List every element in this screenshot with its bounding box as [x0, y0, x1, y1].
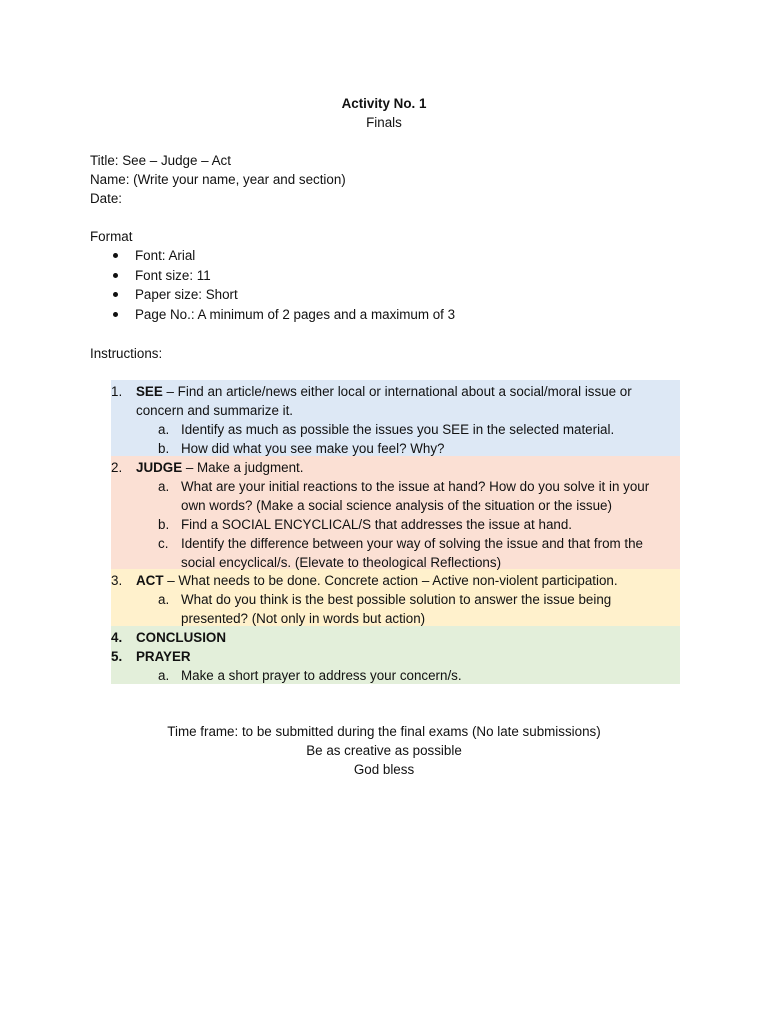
blessing: God bless: [353, 762, 415, 777]
prayer-sub-text: Make a short prayer to address your concern/s.: [181, 668, 462, 683]
see-sub-letter: b.: [158, 441, 170, 456]
judge-sub-letter: b.: [158, 517, 170, 532]
time-frame: Time frame: to be submitted during the final exams (No late submissions): [167, 724, 601, 739]
instructions-heading: Instructions:: [90, 346, 163, 361]
prayer-key: PRAYER: [136, 649, 191, 664]
format-heading: Format: [90, 229, 133, 244]
see-text: [136, 382, 676, 401]
see-sub-text: Identify as much as possible the issues you SEE in the selected material.: [181, 422, 615, 437]
page-title: Activity No. 1: [341, 96, 427, 111]
meta-title: Title: See – Judge – Act: [90, 153, 231, 168]
judge-sub-text-cont: social encyclical/s. (Elevate to theological Reflections): [181, 555, 502, 570]
page-subtitle: Finals: [366, 115, 402, 130]
format-list: [90, 246, 455, 324]
judge-sub-letter: a.: [158, 479, 170, 494]
format-item: Paper size: Short: [90, 285, 455, 305]
act-text: [136, 571, 676, 590]
format-item: Font: Arial: [90, 246, 455, 266]
act-sub-letter: a.: [158, 592, 170, 607]
format-item: Page No.: A minimum of 2 pages and a maximum of 3: [90, 305, 455, 325]
judge-number: 2.: [111, 460, 123, 475]
meta-name: Name: (Write your name, year and section): [90, 172, 346, 187]
act-sub-text: What do you think is the best possible solution to answer the issue being: [181, 592, 612, 607]
prayer-sub-letter: a.: [158, 668, 170, 683]
see-number: 1.: [111, 384, 123, 399]
see-sub-text: How did what you see make you feel? Why?: [181, 441, 445, 456]
act-key: ACT: [136, 573, 164, 588]
judge-sub-text-cont: own words? (Make a social science analysis of the situation or the issue): [181, 498, 612, 513]
act-sub-text-cont: presented? (Not only in words but action): [181, 611, 426, 626]
creative-note: Be as creative as possible: [306, 743, 462, 758]
judge-sub-text: Find a SOCIAL ENCYCLICAL/S that addresses the issue at hand.: [181, 517, 573, 532]
see-sub-letter: a.: [158, 422, 170, 437]
see-key: SEE: [136, 384, 163, 399]
see-text-cont: concern and summarize it.: [136, 403, 294, 418]
act-desc: – What needs to be done. Concrete action – Active non-violent participation.: [163, 573, 618, 588]
judge-sub-text: What are your initial reactions to the issue at hand? How do you solve it in your: [181, 479, 650, 494]
judge-sub-text: Identify the difference between your way of solving the issue and that from the: [181, 536, 644, 551]
prayer-number: 5.: [111, 649, 123, 664]
conclusion-number: 4.: [111, 630, 123, 645]
format-item: Font size: 11: [90, 266, 455, 286]
see-desc: – Find an article/news either local or international about a social/moral issue or: [162, 384, 632, 399]
judge-text: [136, 458, 676, 477]
conclusion-key: CONCLUSION: [136, 630, 227, 645]
judge-desc: – Make a judgment.: [182, 460, 304, 475]
judge-key: JUDGE: [136, 460, 183, 475]
judge-sub-letter: c.: [158, 536, 169, 551]
meta-date: Date:: [90, 191, 123, 206]
act-number: 3.: [111, 573, 123, 588]
